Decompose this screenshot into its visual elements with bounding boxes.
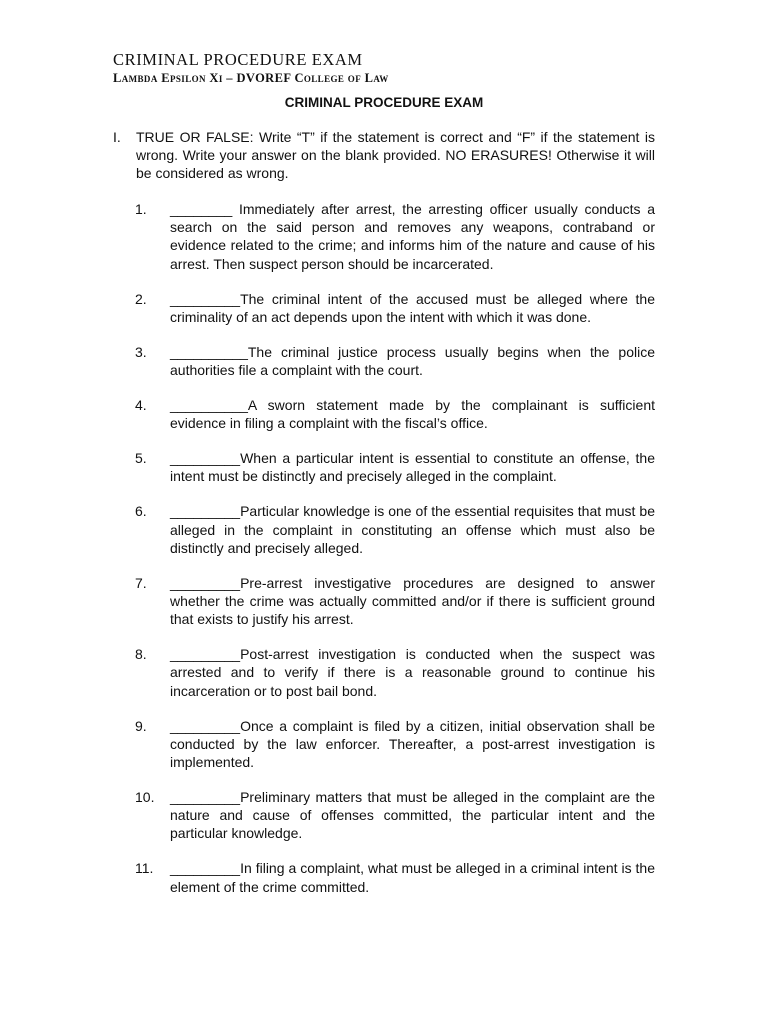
question-item-7 [135,574,655,629]
question-item-10 [135,788,655,843]
question-text: Immediately after arrest, the arresting officer usually conducts a search on the said person and removes any weapons, contraband or evidence related to the crime; and informs him of the nature and cause of his arrest. Then suspect person should be incarcerated. [170,201,655,272]
answer-blank: _________ [170,503,241,520]
question-text: A sworn statement made by the complainant is sufficient evidence in filing a complaint with the fiscal’s office. [170,397,655,432]
question-text: Particular knowledge is one of the essential requisites that must be alleged in the complaint in constituting an offense which must also be distinctly and precisely alleged. [170,503,655,556]
question-item-9 [135,717,655,772]
answer-blank: _________ [170,450,241,467]
question-number: 9. [135,717,147,734]
question-text: In filing a complaint, what must be alleged in a criminal intent is the element of the crime committed. [170,860,655,895]
question-body [170,396,655,432]
answer-blank: _________ [170,789,241,806]
question-body [170,200,655,273]
question-text: Once a complaint is filed by a citizen, initial observation shall be conducted by the law enforcer. Thereafter, a post-arrest investigation is implemented. [170,717,655,771]
question-item-4 [135,396,655,432]
question-body [170,717,655,772]
question-text: When a particular intent is essential to constitute an offense, the intent must be distinctly and precisely alleged in the complaint. [170,450,655,485]
question-item-3 [135,343,655,379]
section-number: I. [113,129,121,145]
question-number: 2. [135,290,147,307]
answer-blank: _________ [170,574,241,591]
question-item-2 [135,290,655,326]
question-number: 6. [135,503,147,520]
question-number: 3. [135,343,147,360]
question-body [170,574,655,629]
question-number: 4. [135,397,147,414]
section-true-or-false [113,128,655,183]
answer-blank: __________ [170,397,248,414]
question-body [170,449,655,485]
question-body [170,645,655,700]
question-text: Preliminary matters that must be alleged in the complaint are the nature and cause of offenses committed, the particular intent and the particular knowledge. [170,789,655,842]
question-body [170,502,655,557]
question-item-6 [135,502,655,557]
question-item-11 [135,859,655,895]
answer-blank: __________ [170,343,248,360]
question-item-8 [135,645,655,700]
section-instructions-block [113,128,655,183]
question-item-1 [135,200,655,273]
question-number: 10. [135,789,155,806]
question-body [170,290,655,326]
question-body [170,859,655,895]
question-number: 1. [135,201,147,217]
question-number: 11. [135,860,154,877]
question-number: 5. [135,450,147,467]
question-item-5 [135,449,655,485]
answer-blank: _________ [170,646,241,663]
header-exam-title: CRIMINAL PROCEDURE EXAM [113,50,363,69]
question-number: 8. [135,646,147,663]
answer-blank: _________ [170,717,241,734]
question-text: The criminal justice process usually begins when the police authorities file a complaint with the court. [170,343,655,379]
question-list [135,200,655,913]
question-text: The criminal intent of the accused must be alleged where the criminality of an act depends upon the intent with which it was done. [170,290,655,325]
answer-blank: _________ [170,290,241,307]
question-body [170,343,655,379]
document-title: CRIMINAL PROCEDURE EXAM [284,95,484,110]
answer-blank: ________ [170,201,239,217]
answer-blank: _________ [170,860,241,877]
question-body [170,788,655,843]
question-text: Post-arrest investigation is conducted when the suspect was arrested and to verify if there is a reasonable ground to continue his incarceration or to post bail bond. [170,646,655,699]
question-text: Pre-arrest investigative procedures are designed to answer whether the crime was actually committed and/or if there is sufficient ground that exists to justify his arrest. [170,574,655,628]
question-number: 7. [135,574,147,591]
section-instructions: TRUE OR FALSE: Write “T” if the statement is correct and “F” if the statement is wrong. Write your answer on the blank provided. NO ERASURES! Otherwise it will be considered as wrong. [136,129,655,182]
header-school-name: Lambda Epsilon Xi – DVOREF College of Law [113,71,389,85]
